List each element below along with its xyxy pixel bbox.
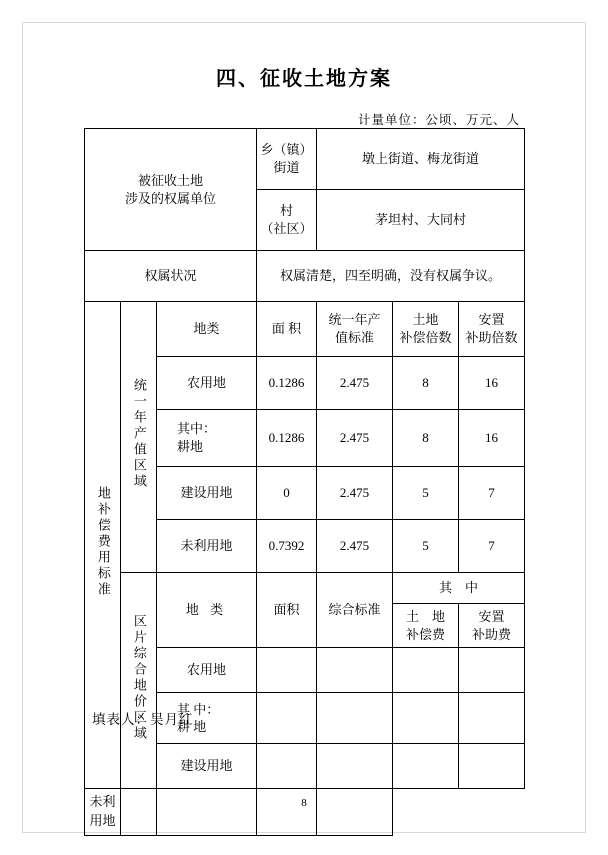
section1-row0-land-multiple: 8	[393, 357, 459, 410]
section2-row3-type: 未利用地	[85, 789, 121, 836]
section1-row3-resettle-multiple: 7	[459, 520, 525, 573]
section1-header-land-comp-line1: 土地	[412, 312, 439, 328]
section1-label	[121, 302, 157, 573]
section1-row0-type: 农用地	[157, 357, 257, 410]
section2-row2-area	[257, 744, 317, 789]
township-label-line1: 乡（镇）	[260, 142, 313, 158]
township-value: 墩上街道、梅龙街道	[317, 129, 525, 190]
section2-row2-type: 建设用地	[157, 744, 257, 789]
table-row-township	[85, 129, 525, 190]
section2-row0-area	[257, 648, 317, 693]
section1-header-land-type: 地类	[157, 302, 257, 357]
section2-header-area: 面积	[257, 573, 317, 648]
section1-row0-standard: 2.475	[317, 357, 393, 410]
page-number: 8	[301, 797, 307, 809]
village-value: 茅坦村、大同村	[317, 190, 525, 251]
section1-row2-type: 建设用地	[157, 467, 257, 520]
section2-header-group: 其 中	[393, 573, 525, 604]
section2-row3-comprehensive	[157, 789, 257, 836]
section2-row3-area	[121, 789, 157, 836]
unit-note: 计量单位：公顷、万元、人	[357, 113, 520, 127]
land-acquisition-table	[84, 128, 525, 836]
section1-row1-type-line2: 耕地	[177, 439, 204, 454]
section1-row2-land-multiple: 5	[393, 467, 459, 520]
section2-row1-type-line1: 其 中：	[177, 701, 220, 717]
section2-header-resettle-line2: 补助费	[472, 626, 512, 642]
section1-row3-type: 未利用地	[157, 520, 257, 573]
section2-row0-type: 农用地	[157, 648, 257, 693]
section2-row2-comprehensive	[317, 744, 393, 789]
section2-row1-area	[257, 693, 317, 744]
section1-row2-standard: 2.475	[317, 467, 393, 520]
table-row	[85, 789, 525, 836]
section1-row3-land-multiple: 5	[393, 520, 459, 573]
township-label-line2: 街道	[273, 160, 300, 175]
section1-header-resettle-line2: 补助倍数	[465, 330, 518, 345]
section1-row2-area: 0	[257, 467, 317, 520]
section1-row1-area: 0.1286	[257, 410, 317, 467]
section1-row2-resettle-multiple: 7	[459, 467, 525, 520]
village-label	[257, 190, 317, 251]
section1-row1-standard: 2.475	[317, 410, 393, 467]
section1-row3-area: 0.7392	[257, 520, 317, 573]
section2-row1-land-comp	[393, 693, 459, 744]
section2-header-land-type	[157, 573, 257, 648]
section2-row0-resettle	[459, 648, 525, 693]
ownership-units-label	[85, 129, 257, 251]
ownership-status-label: 权属状况	[85, 251, 257, 302]
page-title: 四、征收土地方案	[216, 68, 392, 90]
section2-row0-land-comp	[393, 648, 459, 693]
section2-header-land-comp-line2: 补偿费	[406, 626, 446, 642]
village-label-line2: （社区）	[260, 221, 313, 236]
section1-row1-type-line1: 其中：	[177, 421, 217, 437]
section2-row1-resettle	[459, 693, 525, 744]
section2-row3-land-comp	[257, 789, 317, 836]
section2-header-land-comp-line1: 土 地	[406, 609, 446, 624]
ownership-status-value: 权属清楚，四至明确，没有权属争议。	[257, 251, 525, 302]
section1-header-land-comp	[393, 302, 459, 357]
compensation-side-label-text: 地补偿费用标准	[95, 486, 111, 599]
section2-header-resettle-line1: 安置	[478, 609, 505, 624]
section1-row1-type	[157, 410, 257, 467]
table-row-section2-group-header	[85, 573, 525, 604]
section2-header-land-type-text: 地 类	[185, 601, 228, 617]
section1-header-land-comp-line2: 补偿倍数	[399, 330, 452, 345]
section2-header-resettle	[459, 604, 525, 648]
village-label-line1: 村	[280, 203, 294, 219]
section2-label-text: 区片综合地价区域	[131, 613, 147, 742]
ownership-units-label-line1: 被征收土地	[138, 172, 204, 188]
section2-row2-resettle	[459, 744, 525, 789]
section1-row1-resettle-multiple: 16	[459, 410, 525, 467]
section2-header-land-comp	[393, 604, 459, 648]
section2-row0-comprehensive	[317, 648, 393, 693]
section1-header-resettle	[459, 302, 525, 357]
section2-row1-comprehensive	[317, 693, 393, 744]
section1-row3-standard: 2.475	[317, 520, 393, 573]
section1-header-standard-line1: 统一年产	[328, 312, 381, 328]
section2-label	[121, 573, 157, 789]
section1-row0-area: 0.1286	[257, 357, 317, 410]
filler-label: 填表人：吴月红	[92, 712, 194, 727]
section1-header-area: 面 积	[257, 302, 317, 357]
section2-row1-type-line2: 耕 地	[177, 719, 207, 735]
table-row-section1-header	[85, 302, 525, 357]
section1-row1-land-multiple: 8	[393, 410, 459, 467]
section2-row3-resettle	[317, 789, 393, 836]
section1-header-standard-line2: 值标准	[335, 330, 375, 345]
section2-row2-land-comp	[393, 744, 459, 789]
section1-row0-resettle-multiple: 16	[459, 357, 525, 410]
township-label	[257, 129, 317, 190]
section1-header-resettle-line1: 安置	[478, 312, 505, 328]
section1-header-standard	[317, 302, 393, 357]
section2-header-comprehensive: 综合标准	[317, 573, 393, 648]
ownership-units-label-line2: 涉及的权属单位	[125, 190, 217, 206]
section1-label-text: 统一年产值区域	[131, 378, 147, 491]
table-row-ownership-status	[85, 251, 525, 302]
